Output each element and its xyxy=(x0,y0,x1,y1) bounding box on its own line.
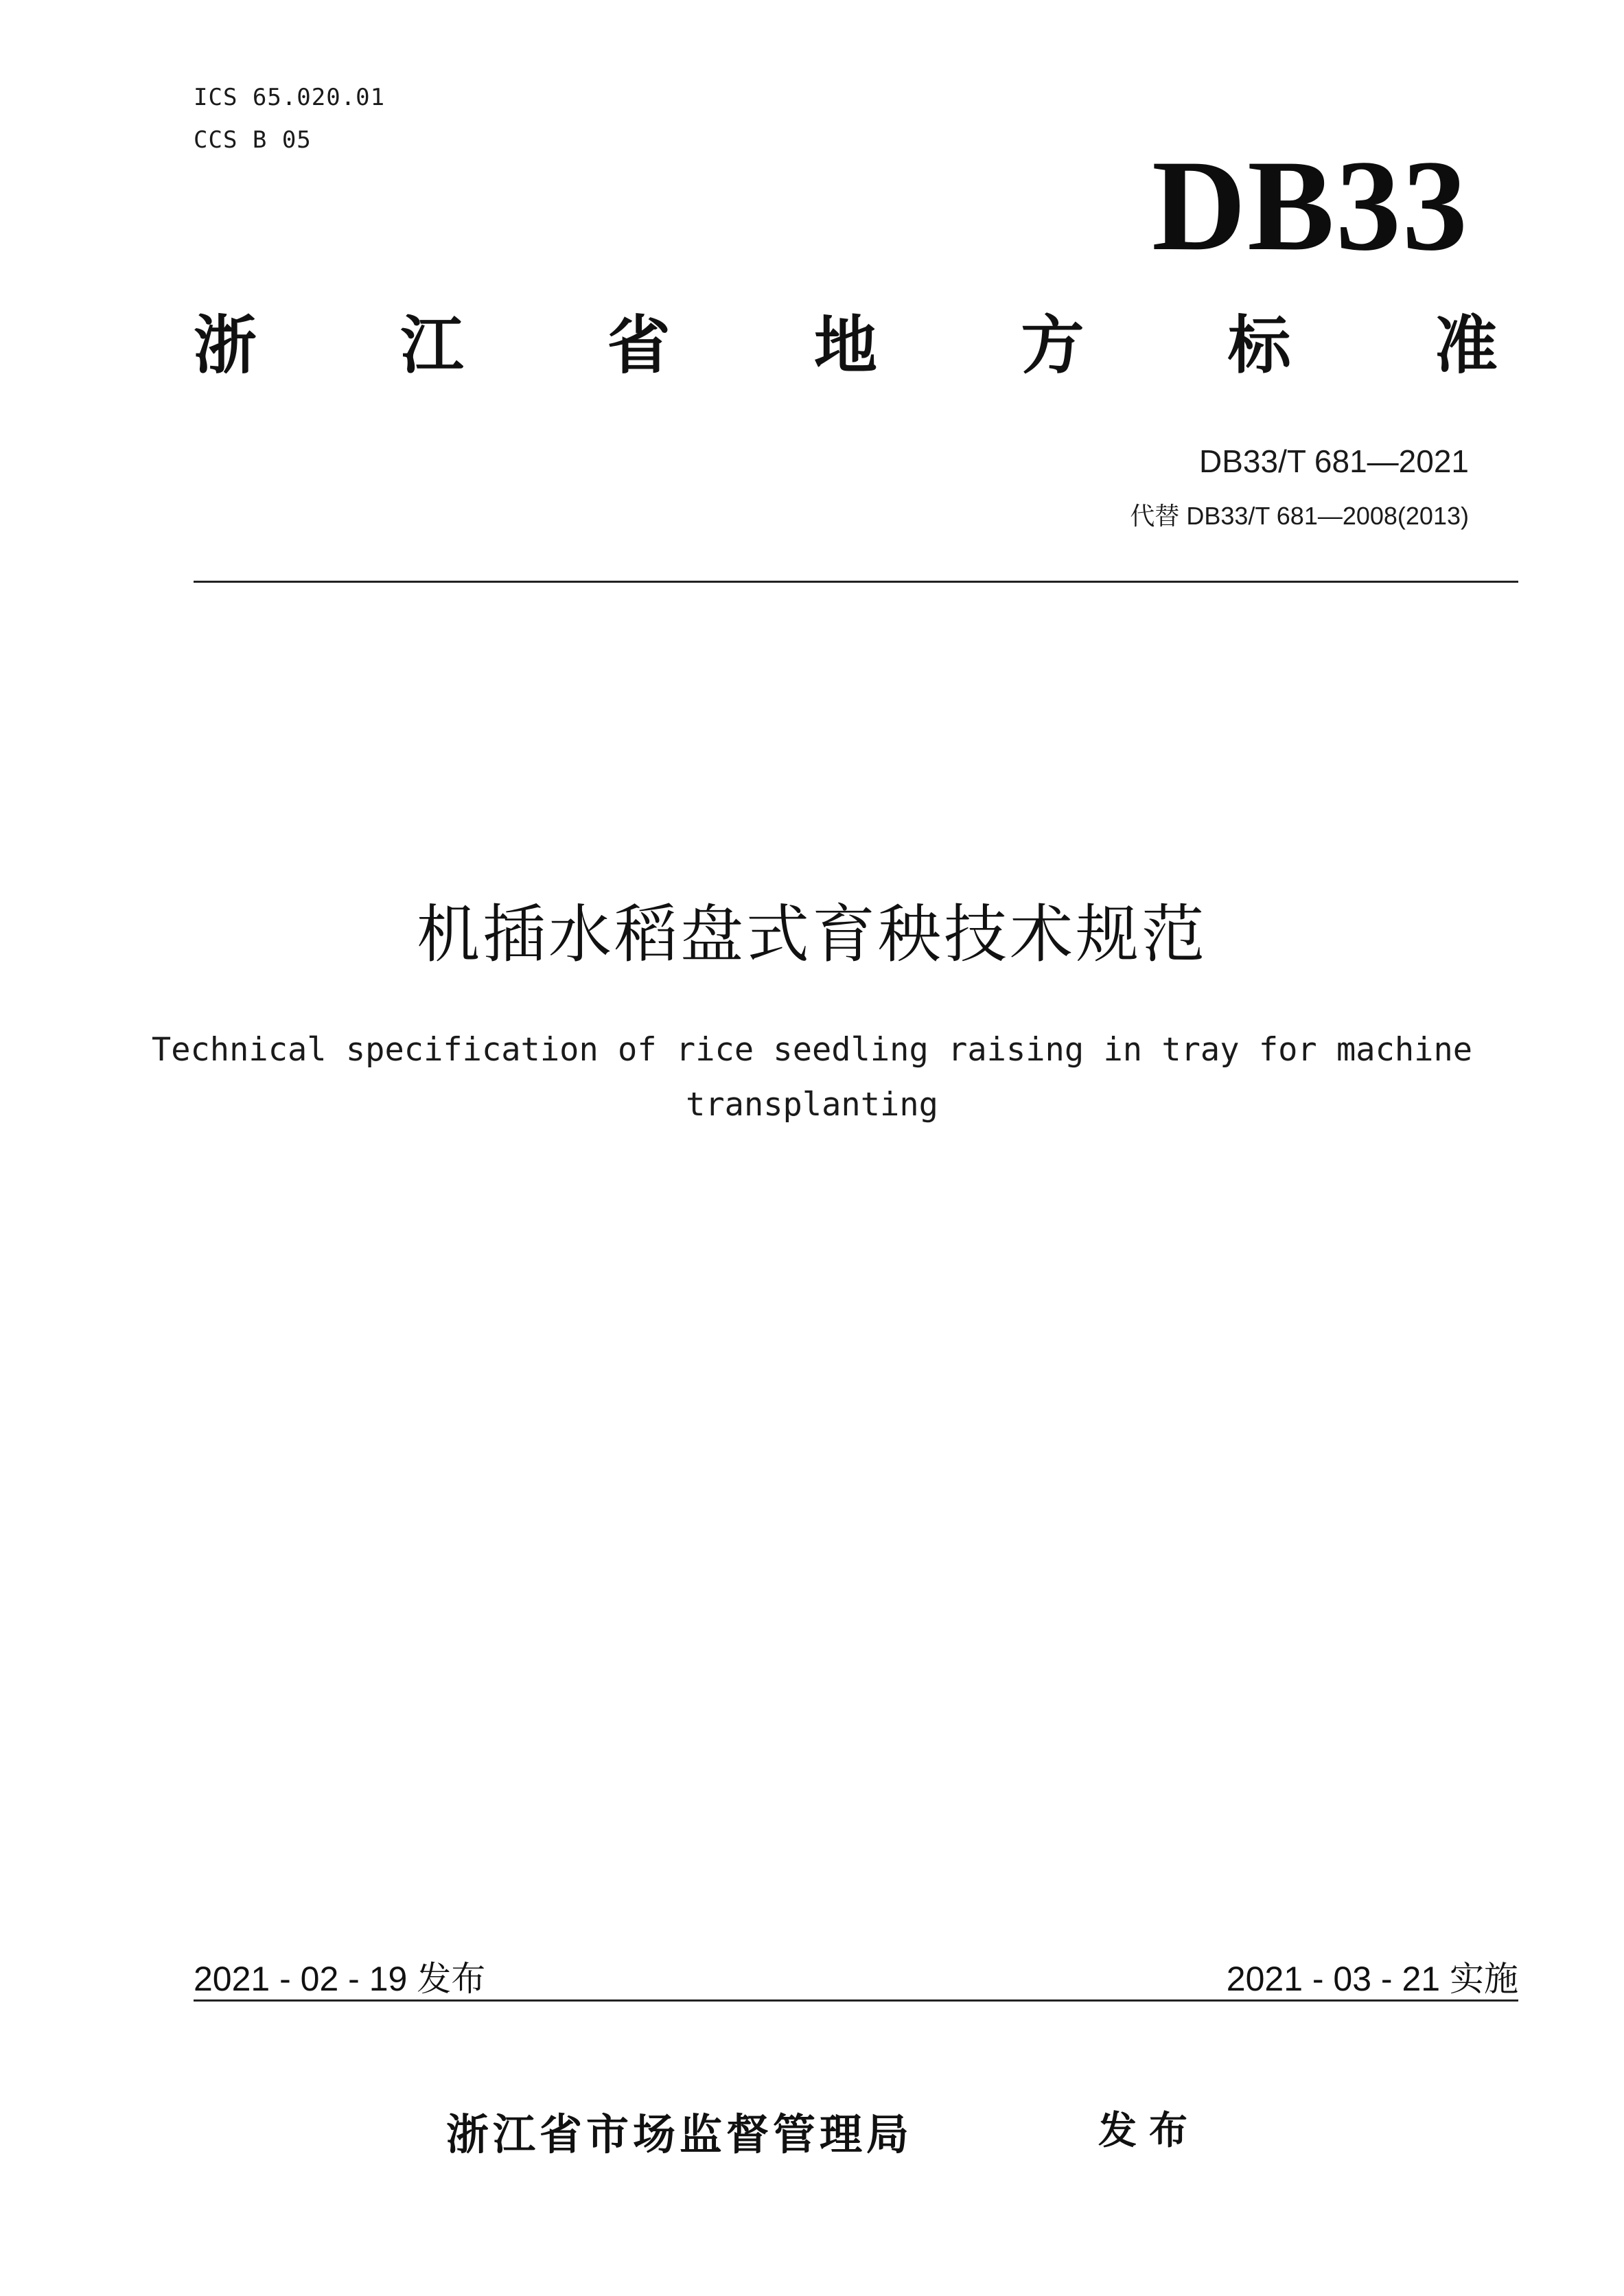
issue-date: 2021 - 02 - 19 发布 xyxy=(194,1960,486,1998)
standard-number: DB33/T 681—2021 xyxy=(1199,443,1469,479)
standard-type-char: 方 xyxy=(1021,309,1084,382)
document-title-chinese: 机插水稻盘式育秧技术规范 xyxy=(416,898,1207,971)
publish-label: 发布 xyxy=(1098,2109,1200,2153)
db-mark: DB33 xyxy=(1152,134,1469,278)
document-title-english xyxy=(151,1023,1473,1133)
bottom-divider xyxy=(194,1999,1518,2002)
standard-type-char: 准 xyxy=(1434,309,1498,382)
implementation-date: 2021 - 03 - 21 实施 xyxy=(1226,1960,1518,1998)
standard-type-char: 地 xyxy=(813,309,877,382)
standard-type-char: 省 xyxy=(607,309,671,382)
ccs-code: CCS B 05 xyxy=(194,126,312,154)
english-title-line: transplanting xyxy=(686,1086,938,1124)
standard-type-char: 江 xyxy=(400,309,464,382)
standard-type-heading xyxy=(194,309,1498,382)
replaces-note: 代替 DB33/T 681—2008(2013) xyxy=(1130,502,1469,530)
ics-code: ICS 65.020.01 xyxy=(194,84,386,111)
standard-type-char: 标 xyxy=(1227,309,1291,382)
top-divider xyxy=(194,581,1518,583)
english-title-line: Technical specification of rice seedling raising in tray for machine xyxy=(151,1031,1473,1069)
standard-type-char: 浙 xyxy=(194,309,257,382)
issuing-authority: 浙江省市场监督管理局 xyxy=(446,2109,914,2159)
